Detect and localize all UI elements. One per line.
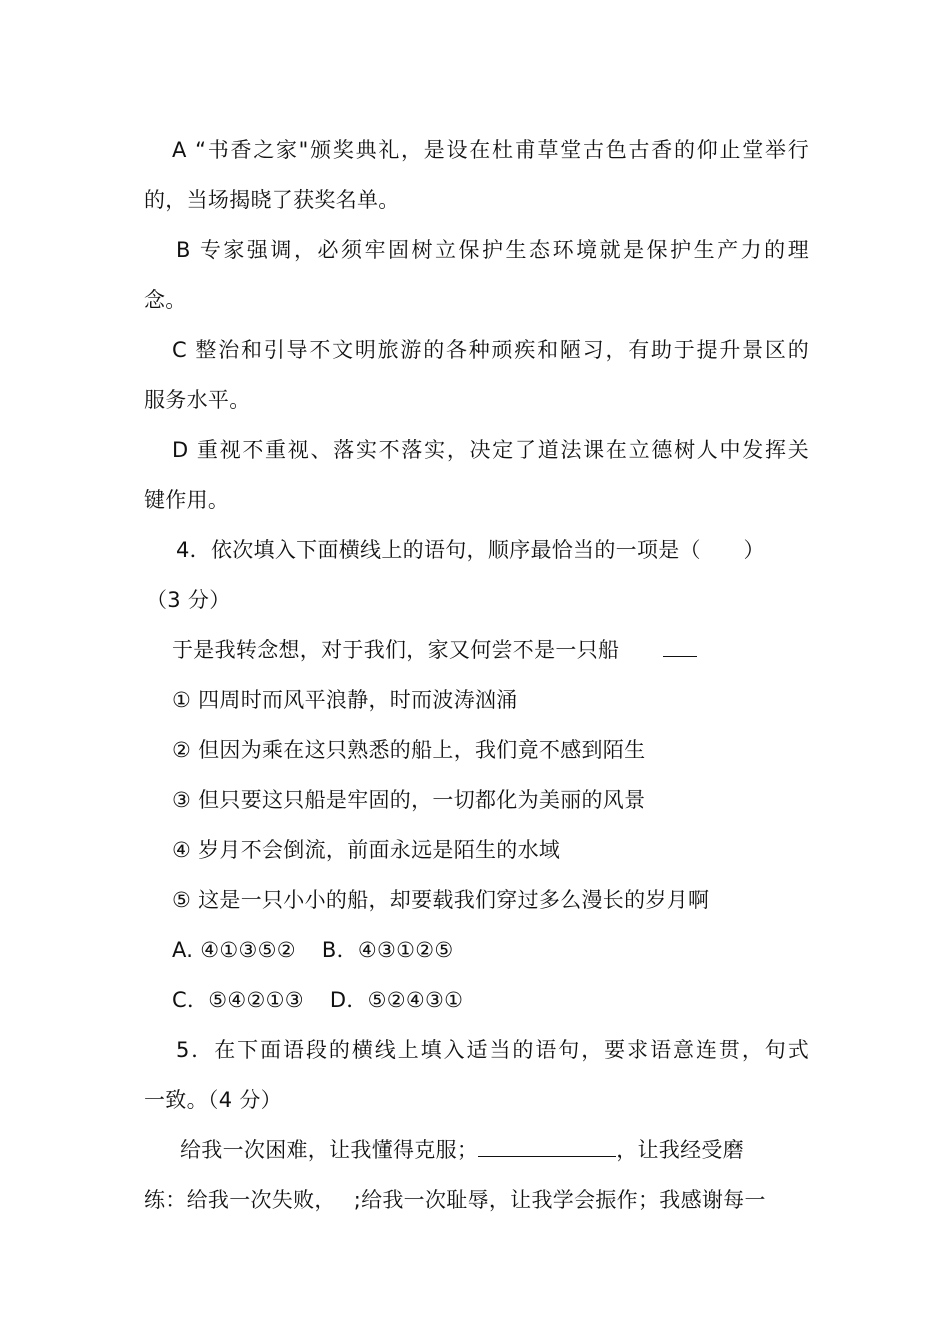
- choices-row-2: [172, 986, 809, 1014]
- question-4-lead: [172, 636, 809, 664]
- question-5-text-2a: 练：给我一次失败，: [144, 1188, 336, 1212]
- option-b-line-2: 念。: [144, 288, 187, 312]
- answer-blank[interactable]: [663, 636, 697, 657]
- option-a-line-2: 的，当场揭晓了获奖名单。: [144, 188, 400, 212]
- list-item: ③ 但只要这只船是牢固的，一切都化为美丽的风景: [172, 788, 646, 812]
- question-4-stem: 4．依次填入下面横线上的语句，顺序最恰当的一项是（ ）: [176, 538, 765, 562]
- question-5-text-1a: 给我一次困难，让我懂得克服；: [180, 1138, 479, 1162]
- option-a-line-1: A “书香之家"颁奖典礼，是设在杜甫草堂古色古香的仰止堂举行: [172, 138, 809, 162]
- option-d-line-1: D 重视不重视、落实不落实，决定了道法课在立德树人中发挥关: [172, 438, 809, 462]
- option-c-line-1: C 整治和引导不文明旅游的各种顽疾和陋习，有助于提升景区的: [172, 338, 809, 362]
- question-5-text-2b: ;给我一次耻辱，让我学会振作；我感谢每一: [353, 1188, 766, 1212]
- choices-row-1: [172, 936, 809, 964]
- list-item: ⑤ 这是一只小小的船，却要载我们穿过多么漫长的岁月啊: [172, 888, 710, 912]
- question-5-text-line-1: [180, 1136, 809, 1164]
- choice-d[interactable]: D．⑤②④③①: [329, 988, 464, 1012]
- question-4-lead-text: 于是我转念想，对于我们，家又何尝不是一只船: [172, 638, 620, 662]
- question-5-score-line: 一致。（4 分）: [144, 1088, 282, 1112]
- list-item: ① 四周时而风平浪静，时而波涛汹涌: [172, 688, 518, 712]
- question-5-text-line-2: [144, 1186, 809, 1214]
- question-4-score: （3 分）: [146, 588, 231, 612]
- question-5-text-1b: ，让我经受磨: [616, 1138, 745, 1162]
- option-d-line-2: 键作用。: [144, 488, 230, 512]
- choice-c[interactable]: C．⑤④②①③: [172, 988, 304, 1012]
- option-b-line-1: B 专家强调，必须牢固树立保护生态环境就是保护生产力的理: [176, 238, 809, 262]
- choice-b[interactable]: B．④③①②⑤: [321, 938, 454, 962]
- option-c-line-2: 服务水平。: [144, 388, 251, 412]
- list-item: ② 但因为乘在这只熟悉的船上，我们竟不感到陌生: [172, 738, 646, 762]
- answer-blank[interactable]: [478, 1136, 616, 1157]
- choice-a[interactable]: A. ④①③⑤②: [172, 938, 296, 962]
- question-5-stem: 5．在下面语段的横线上填入适当的语句，要求语意连贯，句式: [176, 1038, 809, 1062]
- list-item: ④ 岁月不会倒流，前面永远是陌生的水域: [172, 838, 561, 862]
